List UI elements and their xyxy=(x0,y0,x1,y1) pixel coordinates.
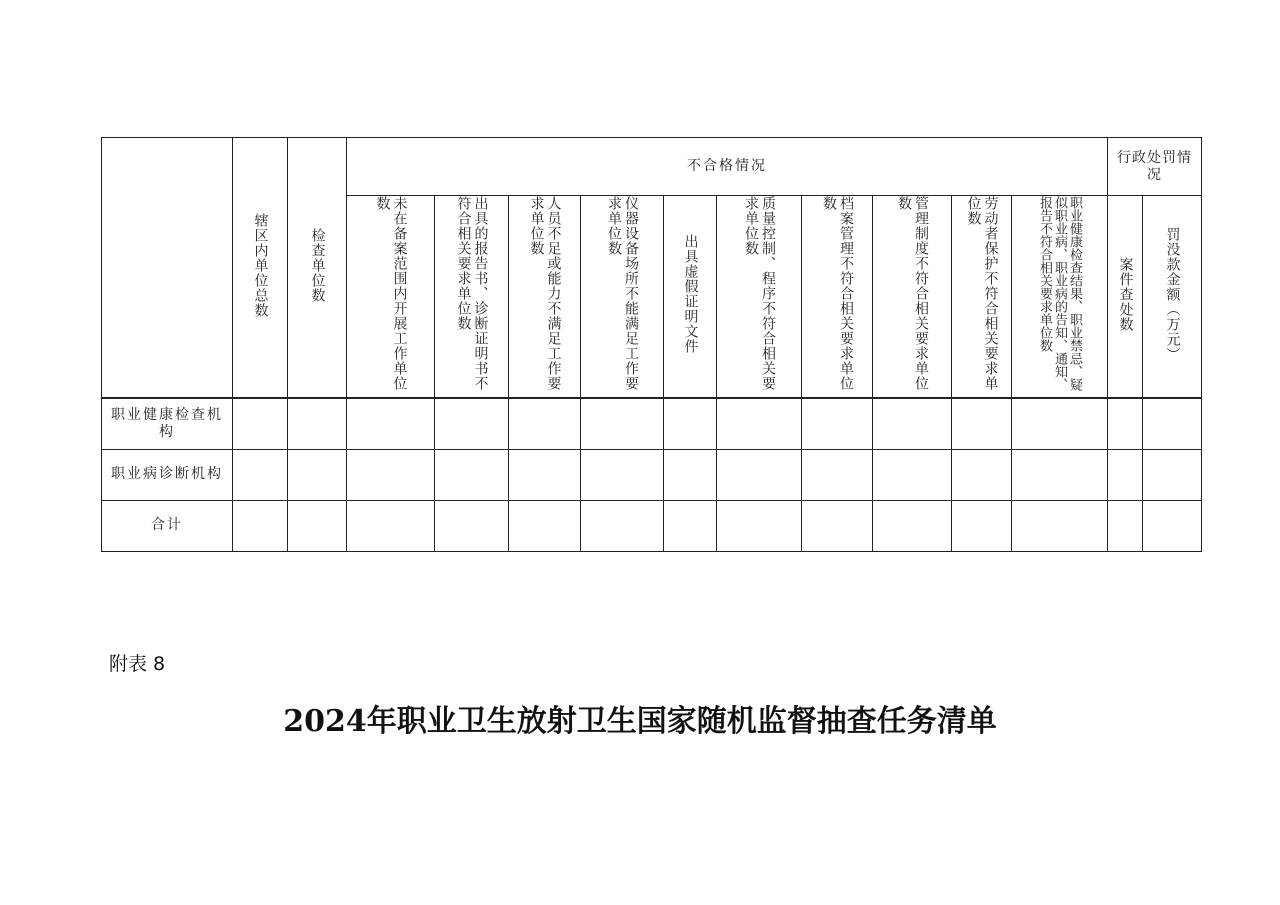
header-nonconformity-col-6: 质量控制、程序不符合相关要求单位数 xyxy=(717,196,802,399)
header-nonconformity-col-4: 仪器设备场所不能满足工作要求单位数 xyxy=(581,196,664,399)
table-cell xyxy=(873,398,952,449)
header-nonconformity-col-5: 出具虚假证明文件 xyxy=(664,196,717,399)
header-nonconformity-col-3: 人员不足或能力不满足工作要求单位数 xyxy=(509,196,581,399)
header-nonconformity-col-10: 职业健康检查结果、职业禁忌、疑似职业病、职业病的告知、通知、报告不符合相关要求单位数 xyxy=(1012,196,1108,399)
table-cell xyxy=(288,398,347,449)
header-inspected: 检查单位数 xyxy=(288,138,347,399)
table-cell xyxy=(664,500,717,551)
table-cell xyxy=(802,449,873,500)
table-cell xyxy=(717,449,802,500)
header-penalty-col-2: 罚没款金额（万元） xyxy=(1143,196,1202,399)
table-cell xyxy=(288,449,347,500)
table-cell xyxy=(664,398,717,449)
table-cell xyxy=(347,398,435,449)
table-cell xyxy=(233,398,288,449)
table-cell xyxy=(952,449,1012,500)
table-cell xyxy=(581,398,664,449)
table-cell xyxy=(802,398,873,449)
table-cell xyxy=(1012,449,1108,500)
table-cell xyxy=(952,500,1012,551)
table-cell xyxy=(1012,500,1108,551)
attachment-label: 附表 8 xyxy=(109,653,166,675)
table-cell xyxy=(347,500,435,551)
table-cell xyxy=(1143,500,1202,551)
table-cell xyxy=(1108,500,1143,551)
corner-header-cell xyxy=(102,138,233,399)
table-cell xyxy=(581,500,664,551)
header-penalty-group: 行政处罚情况 xyxy=(1108,138,1202,196)
table-cell xyxy=(509,500,581,551)
table-row xyxy=(102,449,1202,500)
table-cell xyxy=(873,449,952,500)
table-cell xyxy=(1012,398,1108,449)
header-nonconformity-group: 不合格情况 xyxy=(347,138,1108,196)
table-row xyxy=(102,500,1202,551)
table-cell xyxy=(435,398,509,449)
table-cell xyxy=(509,398,581,449)
table-cell xyxy=(1108,398,1143,449)
table-cell xyxy=(717,398,802,449)
table-cell xyxy=(288,500,347,551)
table-cell xyxy=(802,500,873,551)
table-cell xyxy=(717,500,802,551)
header-nonconformity-col-2: 出具的报告书、诊断证明书不符合相关要求单位数 xyxy=(435,196,509,399)
header-nonconformity-col-9: 劳动者保护不符合相关要求单位数 xyxy=(952,196,1012,399)
row-label: 职业病诊断机构 xyxy=(102,449,233,500)
table-cell xyxy=(347,449,435,500)
header-region-total: 辖区内单位总数 xyxy=(233,138,288,399)
table-cell xyxy=(664,449,717,500)
table-cell xyxy=(873,500,952,551)
inspection-statistics-table xyxy=(101,137,1202,552)
header-nonconformity-col-1: 未在备案范围内开展工作单位数 xyxy=(347,196,435,399)
table-row xyxy=(102,398,1202,449)
table-cell xyxy=(1108,449,1143,500)
table-cell xyxy=(1143,449,1202,500)
table-cell xyxy=(1143,398,1202,449)
row-label: 合计 xyxy=(102,500,233,551)
header-penalty-col-1: 案件查处数 xyxy=(1108,196,1143,399)
table-cell xyxy=(435,500,509,551)
table-cell xyxy=(233,500,288,551)
table-cell xyxy=(581,449,664,500)
header-nonconformity-col-8: 管理制度不符合相关要求单位数 xyxy=(873,196,952,399)
row-label: 职业健康检查机构 xyxy=(102,398,233,449)
table-cell xyxy=(435,449,509,500)
header-nonconformity-col-7: 档案管理不符合相关要求单位数 xyxy=(802,196,873,399)
document-title: 2024年职业卫生放射卫生国家随机监督抽查任务清单 xyxy=(283,704,997,739)
table-cell xyxy=(952,398,1012,449)
table-cell xyxy=(233,449,288,500)
table-cell xyxy=(509,449,581,500)
